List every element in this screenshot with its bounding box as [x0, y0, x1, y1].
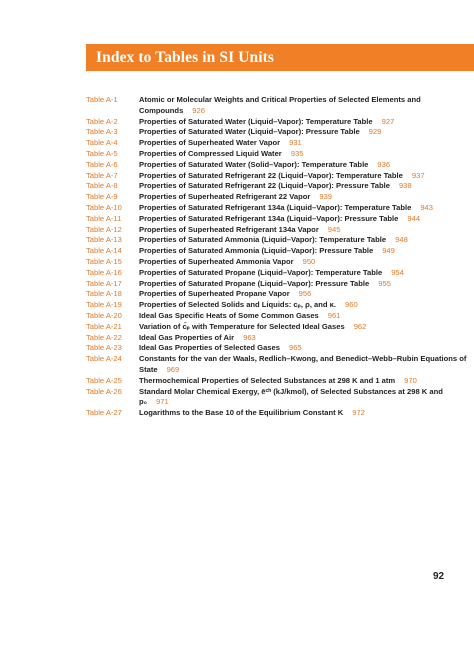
- table-index-row: [86, 387, 472, 409]
- table-index-row: [86, 333, 472, 344]
- table-entry: [139, 171, 472, 182]
- table-page-link[interactable]: 948: [395, 235, 408, 245]
- table-entry: [139, 343, 472, 354]
- table-number: Table A-2: [86, 116, 118, 126]
- table-entry: [139, 127, 472, 138]
- table-entry: [139, 192, 472, 203]
- table-entry: [139, 268, 472, 279]
- table-title: Logarithms to the Base 10 of the Equilibrium Constant K: [139, 408, 344, 418]
- table-index-row: [86, 289, 472, 300]
- table-page-link[interactable]: 931: [289, 138, 302, 148]
- table-page-link[interactable]: 943: [420, 202, 433, 212]
- table-page-link[interactable]: 955: [378, 278, 391, 288]
- table-entry: [139, 300, 472, 311]
- table-number: Table A-3: [86, 127, 118, 137]
- table-title: Standard Molar Chemical Exergy, ēᶜʰ (kJ/kmol), of Selected Substances at 298 K and p₀: [139, 386, 443, 407]
- table-title: Properties of Superheated Water Vapor: [139, 138, 281, 148]
- table-number: Table A-16: [86, 267, 122, 277]
- table-index-row: [86, 225, 472, 236]
- table-page-link[interactable]: 960: [345, 300, 358, 310]
- table-title: Properties of Saturated Refrigerant 134a (Liquid–Vapor): Temperature Table: [139, 202, 412, 212]
- table-index-row: [86, 214, 472, 225]
- table-page-link[interactable]: 949: [382, 246, 395, 256]
- table-title: Properties of Selected Solids and Liquids: cₚ, ρ, and κ.: [139, 300, 336, 310]
- table-title: Properties of Compressed Liquid Water: [139, 148, 282, 158]
- table-entry: [139, 322, 472, 333]
- table-entry: [139, 203, 472, 214]
- table-title: Ideal Gas Properties of Selected Gases: [139, 343, 280, 353]
- table-number: Table A-18: [86, 289, 122, 299]
- table-number: Table A-11: [86, 213, 122, 223]
- table-entry: [139, 214, 472, 225]
- table-entry: [139, 95, 472, 117]
- table-index-row: [86, 235, 472, 246]
- table-index-row: [86, 192, 472, 203]
- table-title: Variation of c̄ₚ with Temperature for Selected Ideal Gases: [139, 321, 345, 331]
- table-index-row: [86, 343, 472, 354]
- table-page-link[interactable]: 926: [192, 105, 205, 115]
- table-page-link[interactable]: 938: [398, 181, 412, 191]
- table-page-link[interactable]: 961: [327, 310, 341, 320]
- table-title: Properties of Saturated Ammonia (Liquid–Vapor): Temperature Table: [139, 235, 387, 245]
- table-title: Properties of Superheated Refrigerant 22 Vapor: [139, 192, 311, 202]
- table-index-row: [86, 354, 472, 376]
- table-page-link[interactable]: 939: [319, 192, 333, 202]
- table-entry: [139, 333, 472, 344]
- table-number: Table A-6: [86, 159, 118, 169]
- table-index-row: [86, 322, 472, 333]
- table-title: Ideal Gas Properties of Air: [139, 332, 235, 342]
- table-entry: [139, 376, 472, 387]
- table-number: Table A-22: [86, 332, 122, 342]
- title-banner: [86, 44, 474, 71]
- table-title: Constants for the van der Waals, Redlich–Kwong, and Benedict–Webb–Rubin Equations of State: [139, 354, 467, 374]
- table-title: Properties of Saturated Propane (Liquid–Vapor): Temperature Table: [139, 267, 383, 277]
- table-number: Table A-20: [86, 310, 122, 320]
- table-number: Table A-10: [86, 202, 122, 212]
- table-number: Table A-9: [86, 192, 118, 202]
- page-title: Index to Tables in SI Units: [96, 48, 275, 66]
- table-entry: [139, 408, 472, 419]
- table-title: Properties of Saturated Water (Liquid–Vapor): Temperature Table: [139, 116, 373, 126]
- table-number: Table A-27: [86, 408, 122, 418]
- table-number: Table A-12: [86, 224, 122, 234]
- table-title: Properties of Superheated Propane Vapor: [139, 289, 290, 299]
- table-index-row: [86, 160, 472, 171]
- table-entry: [139, 235, 472, 246]
- table-index-row: [86, 149, 472, 160]
- table-entry: [139, 354, 472, 376]
- table-entry: [139, 387, 472, 409]
- table-number: Table A-14: [86, 246, 122, 256]
- table-index-row: [86, 138, 472, 149]
- table-title: Ideal Gas Specific Heats of Some Common Gases: [139, 310, 319, 320]
- table-number: Table A-23: [86, 343, 122, 353]
- table-title: Properties of Saturated Refrigerant 134a (Liquid–Vapor): Pressure Table: [139, 213, 399, 223]
- table-page-link[interactable]: 972: [352, 408, 365, 418]
- table-index-row: [86, 203, 472, 214]
- table-page-link[interactable]: 936: [377, 159, 391, 169]
- table-number: Table A-8: [86, 181, 118, 191]
- table-entry: [139, 279, 472, 290]
- table-index-row: [86, 95, 472, 117]
- table-number: Table A-24: [86, 354, 122, 364]
- table-title: Atomic or Molecular Weights and Critical Properties of Selected Elements and Compounds: [139, 95, 421, 115]
- table-number: Table A-4: [86, 138, 118, 148]
- table-index-row: [86, 376, 472, 387]
- table-number: Table A-19: [86, 300, 122, 310]
- table-number: Table A-25: [86, 375, 122, 385]
- table-title: Properties of Superheated Ammonia Vapor: [139, 256, 294, 266]
- table-number: Table A-5: [86, 148, 118, 158]
- table-entry: [139, 257, 472, 268]
- table-number: Table A-13: [86, 235, 122, 245]
- table-entry: [139, 160, 472, 171]
- table-entry: [139, 311, 472, 322]
- table-index-row: [86, 171, 472, 182]
- table-index-row: [86, 268, 472, 279]
- page-number: 92: [433, 571, 445, 582]
- table-page-link[interactable]: 965: [288, 343, 302, 353]
- table-number: Table A-21: [86, 321, 122, 331]
- table-page-link[interactable]: 971: [156, 397, 169, 407]
- table-page-link[interactable]: 963: [243, 332, 256, 342]
- table-index-row: [86, 311, 472, 322]
- table-page-link[interactable]: 937: [411, 170, 425, 180]
- table-page-link[interactable]: 970: [404, 375, 417, 385]
- table-page-link[interactable]: 969: [166, 364, 180, 374]
- table-index-row: [86, 127, 472, 138]
- table-page-link[interactable]: 956: [298, 289, 312, 299]
- table-number: Table A-15: [86, 256, 122, 266]
- table-page-link[interactable]: 944: [407, 213, 421, 223]
- table-index-row: [86, 279, 472, 290]
- table-number: Table A-17: [86, 278, 122, 288]
- table-title: Properties of Superheated Refrigerant 134a Vapor: [139, 224, 319, 234]
- table-page-link[interactable]: 950: [302, 256, 316, 266]
- table-title: Thermochemical Properties of Selected Substances at 298 K and 1 atm: [139, 375, 396, 385]
- table-page-link[interactable]: 945: [327, 224, 341, 234]
- table-entry: [139, 181, 472, 192]
- table-title: Properties of Saturated Propane (Liquid–Vapor): Pressure Table: [139, 278, 370, 288]
- table-index-row: [86, 257, 472, 268]
- table-page-link[interactable]: 935: [290, 148, 304, 158]
- table-number: Table A-1: [86, 95, 118, 104]
- table-page-link[interactable]: 929: [368, 127, 382, 137]
- table-entry: [139, 138, 472, 149]
- table-number: Table A-26: [86, 386, 122, 396]
- table-index-row: [86, 300, 472, 311]
- table-page-link[interactable]: 954: [391, 267, 404, 277]
- table-title: Properties of Saturated Ammonia (Liquid–Vapor): Pressure Table: [139, 246, 374, 256]
- table-index-row: [86, 117, 472, 128]
- table-index-row: [86, 181, 472, 192]
- table-title: Properties of Saturated Water (Solid–Vapor): Temperature Table: [139, 159, 369, 169]
- table-title: Properties of Saturated Refrigerant 22 (Liquid–Vapor): Temperature Table: [139, 170, 403, 180]
- table-page-link[interactable]: 962: [353, 321, 367, 331]
- table-entry: [139, 246, 472, 257]
- table-index-row: [86, 246, 472, 257]
- table-entry: [139, 289, 472, 300]
- table-index-list: [86, 95, 472, 419]
- table-number: Table A-7: [86, 170, 118, 180]
- table-entry: [139, 225, 472, 236]
- table-title: Properties of Saturated Water (Liquid–Vapor): Pressure Table: [139, 127, 360, 137]
- table-title: Properties of Saturated Refrigerant 22 (Liquid–Vapor): Pressure Table: [139, 181, 390, 191]
- table-entry: [139, 149, 472, 160]
- table-index-row: [86, 408, 472, 419]
- table-entry: [139, 117, 472, 128]
- table-page-link[interactable]: 927: [381, 116, 395, 126]
